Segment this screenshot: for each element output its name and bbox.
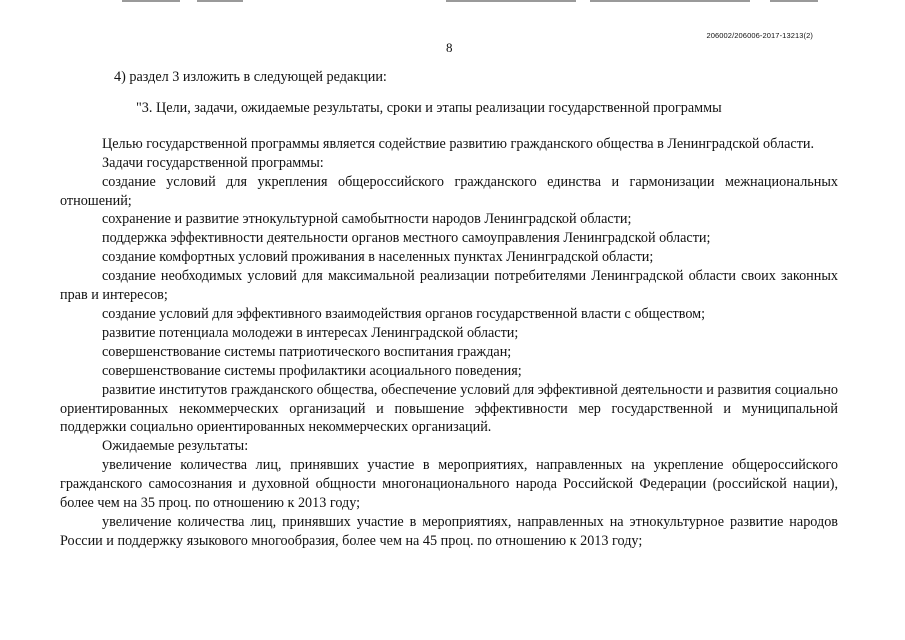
task-item: создание комфортных условий проживания в населенных пунктах Ленинградской области; xyxy=(102,249,654,266)
document-body xyxy=(60,68,838,551)
task-item: создание условий для укрепления общероссийского гражданского единства и гармонизации межнациональных отношений; xyxy=(60,173,838,209)
paragraph-tasks-label: Задачи государственной программы: xyxy=(102,154,324,171)
section-heading: "3. Цели, задачи, ожидаемые результаты, сроки и этапы реализации государственной программы xyxy=(136,99,722,116)
task-item: развитие институтов гражданского общества, обеспечение условий для эффективной деятельности и развития социально ориентированных некоммерческих организаций и повышение эффективности мер государственной и муниципальной поддержки социально ориентированных некоммерческих организаций. xyxy=(60,381,838,436)
page-number: 8 xyxy=(446,40,453,55)
task-item: развитие потенциала молодежи в интересах Ленинградской области; xyxy=(102,324,519,341)
intro-line: 4) раздел 3 изложить в следующей редакции: xyxy=(114,69,387,85)
result-item: увеличение количества лиц, принявших участие в мероприятиях, направленных на укрепление общероссийского гражданского самосознания и духовной общности многонационального народа Российской Федерации (российской нации), более чем на 35 проц. по отношению к 2013 году; xyxy=(60,457,838,512)
task-item: сохранение и развитие этнокультурной самобытности народов Ленинградской области; xyxy=(102,211,632,228)
task-item: совершенствование системы патриотического воспитания граждан; xyxy=(102,343,512,360)
paragraph-goal: Целью государственной программы является содействие развитию гражданского общества в Ленинградской области. xyxy=(102,135,815,152)
task-item: создание условий для эффективного взаимодействия органов государственной власти с обществом; xyxy=(102,305,706,322)
scan-edge-marks xyxy=(0,0,905,6)
result-item: увеличение количества лиц, принявших участие в мероприятиях, направленных на этнокультурное развитие народов России и поддержку языкового многообразия, более чем на 45 проц. по отношению к 2013 году; xyxy=(60,513,838,549)
paragraph-results-label: Ожидаемые результаты: xyxy=(102,438,249,455)
task-item: поддержка эффективности деятельности органов местного самоуправления Ленинградской области; xyxy=(102,230,711,247)
document-number: 206002/206006-2017-13213(2) xyxy=(706,31,813,40)
task-item: создание необходимых условий для максимальной реализации потребителями Ленинградской области своих законных прав и интересов; xyxy=(60,268,838,304)
task-item: совершенствование системы профилактики асоциального поведения; xyxy=(102,362,522,379)
